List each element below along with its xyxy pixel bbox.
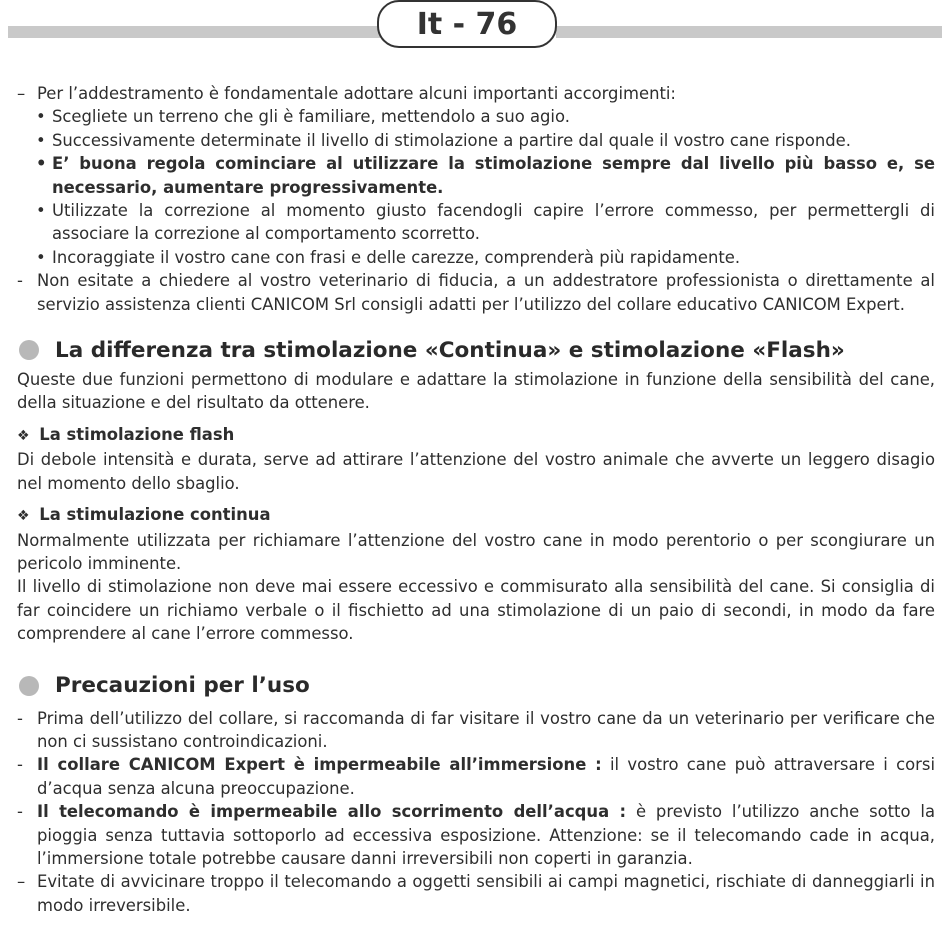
list-item-text: è previsto l’utilizzo anche sotto la pioggia senza tuttavia sottoporlo ad eccessiva esposizione. Attenzione: se il telecomando cade in acqua, l’immersione totale potrebbe causare danni irreversibili non coperti in garanzia. bbox=[37, 802, 935, 868]
list-item bbox=[17, 707, 935, 754]
bullet-item bbox=[17, 199, 935, 246]
section-heading bbox=[17, 335, 935, 365]
section-heading-text: La differenza tra stimolazione «Continua» e stimolazione «Flash» bbox=[55, 337, 845, 363]
bullet-text: Scegliete un terreno che gli è familiare, mettendolo a suo agio. bbox=[52, 107, 570, 127]
bullet-marker: • bbox=[36, 154, 47, 174]
hyphen-marker: - bbox=[17, 755, 23, 775]
section-intro: Queste due funzioni permettono di modulare e adattare la stimolazione in funzione della sensibilità del cane, della situazione e del risultato da ottenere. bbox=[17, 370, 935, 413]
section-heading-text: Precauzioni per l’uso bbox=[55, 673, 310, 699]
list-item-text: Non esitate a chiedere al vostro veterinario di fiducia, a un addestratore professionista o direttamente al servizio assistenza clienti CANICOM Srl consigli adatti per l’utilizzo del collare educativo CANICOM Expert. bbox=[37, 271, 935, 314]
list-item bbox=[17, 269, 935, 316]
bullet-text: Successivamente determinate il livello di stimolazione a partire dal quale il vostro cane risponde. bbox=[52, 130, 851, 150]
header-bar-right bbox=[556, 26, 942, 38]
list-item bbox=[17, 753, 935, 800]
bullet-text: E’ buona regola cominciare al utilizzare la stimolazione sempre dal livello più basso e, se necessario, aumentare progressivamente. bbox=[52, 154, 935, 197]
bullet-text: Incoraggiate il vostro cane con frasi e delle carezze, comprenderà più rapidamente. bbox=[52, 247, 741, 267]
bullet-marker: • bbox=[36, 107, 46, 127]
paragraph: Il livello di stimolazione non deve mai essere eccessivo e commisurato alla sensibilità del cane. Si consiglia di far coincidere un richiamo verbale o il fischietto ad una stimolazione di un paio di secondi, in modo da fare comprendere al cane l’errore commesso. bbox=[17, 577, 935, 644]
subheading bbox=[17, 423, 935, 448]
list-item-text: Prima dell’utilizzo del collare, si raccomanda di far visitare il vostro cane da un veterinario per verificare che non ci sussistano controindicazioni. bbox=[37, 708, 935, 751]
diamond-icon: ❖ bbox=[17, 427, 30, 444]
hyphen-marker: - bbox=[17, 708, 23, 728]
section-heading bbox=[17, 671, 935, 701]
list-item-bold-text: Il telecomando è impermeabile allo scorrimento dell’acqua : bbox=[37, 802, 627, 822]
bullet-item bbox=[17, 129, 935, 152]
list-item bbox=[17, 800, 935, 870]
paragraph: Di debole intensità e durata, serve ad attirare l’attenzione del vostro animale che avverte un leggero disagio nel momento dello sbaglio. bbox=[17, 450, 935, 493]
diamond-icon: ❖ bbox=[17, 508, 30, 525]
list-item bbox=[17, 870, 935, 917]
list-item bbox=[17, 82, 935, 105]
list-item-text: il vostro cane può attraversare i corsi d’acqua senza alcuna preoccupazione. bbox=[37, 755, 935, 798]
subheading-text: La stimolazione flash bbox=[39, 424, 235, 444]
circle-bullet-icon bbox=[19, 340, 39, 360]
page-content bbox=[17, 82, 935, 917]
bullet-text: Utilizzate la correzione al momento giusto facendogli capire l’errore commesso, per permettergli di associare la correzione al comportamento scorretto. bbox=[52, 201, 935, 244]
dash-marker: – bbox=[17, 872, 26, 892]
bullet-item bbox=[17, 152, 935, 199]
hyphen-marker: - bbox=[17, 802, 23, 822]
list-item-text: Evitate di avvicinare troppo il telecomando a oggetti sensibili ai campi magnetici, rischiate di danneggiarli in modo irreversibile. bbox=[37, 872, 935, 915]
page-number-label: It - 76 bbox=[377, 0, 557, 48]
hyphen-marker: - bbox=[17, 271, 23, 291]
bullet-item bbox=[17, 105, 935, 128]
circle-bullet-icon bbox=[19, 676, 39, 696]
bullet-marker: • bbox=[36, 247, 46, 267]
bullet-marker: • bbox=[36, 130, 46, 150]
paragraph: Normalmente utilizzata per richiamare l’attenzione del vostro cane in modo perentorio o per scongiurare un pericolo imminente. bbox=[17, 530, 935, 573]
subheading bbox=[17, 503, 935, 528]
list-item-bold-text: Il collare CANICOM Expert è impermeabile all’immersione : bbox=[37, 755, 602, 775]
list-item-text: Per l’addestramento è fondamentale adottare alcuni importanti accorgimenti: bbox=[37, 84, 676, 103]
bullet-item bbox=[17, 246, 935, 269]
bullet-marker: • bbox=[36, 201, 46, 221]
header-bar-left bbox=[8, 26, 380, 38]
subheading-text: La stimulazione continua bbox=[39, 505, 271, 525]
dash-marker: – bbox=[17, 84, 26, 103]
